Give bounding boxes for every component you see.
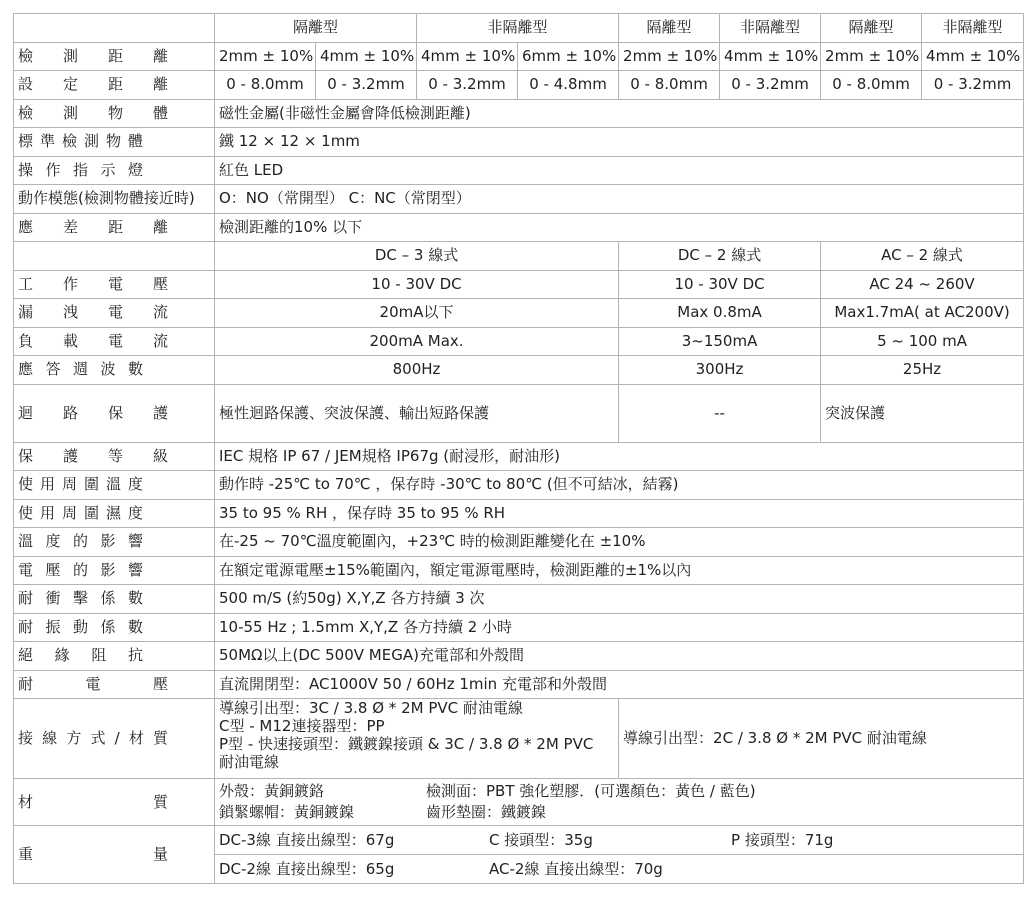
label-char: 物 bbox=[107, 103, 123, 122]
label-char: 度 bbox=[45, 532, 61, 551]
value-cell: 10-55 Hz ; 1.5mm X,Y,Z 各方持續 2 小時 bbox=[215, 613, 1024, 642]
row-label bbox=[14, 826, 215, 884]
label-char: 壓 bbox=[152, 274, 168, 293]
row-standard-object bbox=[14, 128, 1024, 157]
label-char: 電 bbox=[85, 674, 101, 693]
label-char: 質 bbox=[152, 729, 168, 747]
label-char: 檢 bbox=[18, 46, 34, 65]
value-cell: 2mm ± 10% bbox=[215, 42, 316, 71]
label-char: 衝 bbox=[45, 589, 61, 608]
weight-line-2 bbox=[215, 855, 1023, 883]
label-char: 耐 bbox=[18, 589, 34, 608]
label-char: 準 bbox=[39, 132, 55, 151]
row-label bbox=[14, 270, 215, 299]
label-char: 流 bbox=[152, 303, 168, 322]
label-text bbox=[18, 533, 143, 550]
label-char: 振 bbox=[45, 617, 61, 636]
value-cell: 50MΩ以上(DC 500V MEGA)充電部和外殼間 bbox=[215, 642, 1024, 671]
spec-table bbox=[13, 13, 1024, 884]
row-protection-grade bbox=[14, 442, 1024, 471]
label-char: 護 bbox=[152, 403, 168, 422]
label-char: 響 bbox=[127, 560, 143, 579]
label-char: 操 bbox=[18, 160, 34, 179]
label-char: 級 bbox=[152, 446, 168, 465]
label-char: 質 bbox=[152, 792, 168, 811]
value-cell: 6mm ± 10% bbox=[518, 42, 619, 71]
value-cell: AC 24 ~ 260V bbox=[821, 270, 1024, 299]
row-leakage bbox=[14, 299, 1024, 328]
label-char: 阻 bbox=[91, 646, 107, 665]
label-char: 抗 bbox=[127, 646, 143, 665]
value-cell: 200mA Max. bbox=[215, 327, 619, 356]
connection-right-cell: 導線引出型：2C / 3.8 Ø * 2M PVC 耐油電線 bbox=[619, 699, 1024, 779]
label-char: 檢 bbox=[18, 103, 34, 122]
label-char: 週 bbox=[72, 360, 88, 379]
label-char: 作 bbox=[45, 160, 61, 179]
header-isolated-2: 隔離型 bbox=[619, 14, 720, 43]
value-cell: 0 - 4.8mm bbox=[518, 71, 619, 100]
label-char: 電 bbox=[18, 560, 34, 579]
row-detect-object bbox=[14, 99, 1024, 128]
label-text bbox=[18, 405, 168, 422]
label-text bbox=[18, 647, 143, 664]
value-cell: 紅色 LED bbox=[215, 156, 1024, 185]
label-char: 負 bbox=[18, 331, 34, 350]
label-char: 材 bbox=[18, 792, 34, 811]
label-char: 應 bbox=[18, 217, 34, 236]
weight-item: DC-3線 直接出線型：67g bbox=[219, 831, 395, 849]
label-char: 溫 bbox=[105, 475, 121, 494]
value-cell: 500 m/S (約50g) X,Y,Z 各方持續 3 次 bbox=[215, 585, 1024, 614]
connection-line: P型 - 快速接頭型：鐵鍍鎳接頭 & 3C / 3.8 Ø * 2M PVC bbox=[219, 735, 594, 753]
label-text bbox=[18, 505, 143, 522]
row-label bbox=[14, 356, 215, 385]
material-item: 齒形墊圈：鐵鍍鎳 bbox=[426, 803, 547, 821]
row-label bbox=[14, 670, 215, 699]
connection-left-cell bbox=[215, 699, 619, 779]
value-cell: 25Hz bbox=[821, 356, 1024, 385]
value-cell: O：NO（常開型） C：NC（常閉型） bbox=[215, 185, 1024, 214]
row-label bbox=[14, 528, 215, 557]
label-char: 數 bbox=[127, 617, 143, 636]
weight-cell bbox=[215, 826, 1024, 884]
label-char: 燈 bbox=[127, 160, 143, 179]
row-label bbox=[14, 299, 215, 328]
wiring-dc2: DC – 2 線式 bbox=[619, 242, 821, 271]
label-char: 物 bbox=[105, 132, 121, 151]
row-label-empty bbox=[14, 242, 215, 271]
value-cell: 4mm ± 10% bbox=[720, 42, 821, 71]
value-cell: 35 to 95 % RH ，保存時 35 to 95 % RH bbox=[215, 499, 1024, 528]
row-ambient-temp bbox=[14, 471, 1024, 500]
row-label bbox=[14, 699, 215, 779]
header-isolated-1: 隔離型 bbox=[215, 14, 417, 43]
label-char: 的 bbox=[72, 560, 88, 579]
row-label bbox=[14, 99, 215, 128]
label-char: 影 bbox=[100, 560, 116, 579]
label-text bbox=[18, 333, 168, 350]
value-cell: Max 0.8mA bbox=[619, 299, 821, 328]
row-label bbox=[14, 442, 215, 471]
value-cell: 2mm ± 10% bbox=[821, 42, 922, 71]
label-char: 標 bbox=[18, 132, 34, 151]
row-label bbox=[14, 42, 215, 71]
label-char: 示 bbox=[100, 160, 116, 179]
label-char: 定 bbox=[62, 75, 78, 94]
row-vibration bbox=[14, 613, 1024, 642]
row-circuit-protection bbox=[14, 384, 1024, 442]
value-cell: 0 - 3.2mm bbox=[316, 71, 417, 100]
label-text bbox=[18, 476, 143, 493]
value-cell: 300Hz bbox=[619, 356, 821, 385]
label-char: 迴 bbox=[18, 403, 34, 422]
weight-item: C 接頭型：35g bbox=[489, 831, 593, 849]
label-char: 數 bbox=[127, 360, 143, 379]
label-char: 波 bbox=[100, 360, 116, 379]
row-voltage bbox=[14, 270, 1024, 299]
label-char: 圍 bbox=[83, 475, 99, 494]
label-char: 擊 bbox=[72, 589, 88, 608]
row-label bbox=[14, 585, 215, 614]
row-label bbox=[14, 471, 215, 500]
row-label bbox=[14, 213, 215, 242]
value-cell: 4mm ± 10% bbox=[922, 42, 1024, 71]
value-cell: 2mm ± 10% bbox=[619, 42, 720, 71]
label-char: 絕 bbox=[18, 646, 34, 665]
row-wiring-types bbox=[14, 242, 1024, 271]
row-ambient-humidity bbox=[14, 499, 1024, 528]
label-char: 作 bbox=[62, 274, 78, 293]
label-char: 耐 bbox=[18, 674, 34, 693]
value-cell: 0 - 3.2mm bbox=[922, 71, 1024, 100]
label-char: 壓 bbox=[152, 674, 168, 693]
label-char: 係 bbox=[100, 617, 116, 636]
label-char: 檢 bbox=[61, 132, 77, 151]
label-char: 工 bbox=[18, 274, 34, 293]
label-char: 測 bbox=[62, 103, 78, 122]
label-text bbox=[18, 730, 168, 747]
value-cell: 0 - 3.2mm bbox=[720, 71, 821, 100]
row-shock bbox=[14, 585, 1024, 614]
label-char: 耐 bbox=[18, 617, 34, 636]
label-char: 載 bbox=[62, 331, 78, 350]
header-non-isolated-2: 非隔離型 bbox=[720, 14, 821, 43]
label-char: 距 bbox=[107, 75, 123, 94]
label-text bbox=[18, 76, 168, 93]
label-char: 電 bbox=[107, 331, 123, 350]
header-row bbox=[14, 14, 1024, 43]
label-text bbox=[18, 162, 143, 179]
label-text bbox=[18, 219, 168, 236]
label-char: 體 bbox=[127, 132, 143, 151]
label-char: 保 bbox=[107, 403, 123, 422]
label-char: 影 bbox=[100, 532, 116, 551]
label-text bbox=[18, 361, 143, 378]
label-char: 動 bbox=[72, 617, 88, 636]
label-char: 設 bbox=[18, 75, 34, 94]
label-char: 用 bbox=[39, 475, 55, 494]
row-withstand-voltage bbox=[14, 670, 1024, 699]
value-cell: -- bbox=[619, 384, 821, 442]
row-label bbox=[14, 642, 215, 671]
row-label bbox=[14, 384, 215, 442]
label-char: 緣 bbox=[54, 646, 70, 665]
label-char: 距 bbox=[107, 217, 123, 236]
label-text bbox=[18, 846, 168, 863]
label-char: 離 bbox=[152, 75, 168, 94]
label-char: 圍 bbox=[83, 503, 99, 522]
header-isolated-3: 隔離型 bbox=[821, 14, 922, 43]
value-cell: 動作時 -25℃ to 70℃ ，保存時 -30℃ to 80℃ (但不可結冰，結霧) bbox=[215, 471, 1024, 500]
label-char: 測 bbox=[62, 46, 78, 65]
label-char: 應 bbox=[18, 360, 34, 379]
row-voltage-effect bbox=[14, 556, 1024, 585]
value-cell: 0 - 8.0mm bbox=[821, 71, 922, 100]
label-char: 響 bbox=[127, 532, 143, 551]
label-char: 濕 bbox=[105, 503, 121, 522]
header-non-isolated-1: 非隔離型 bbox=[417, 14, 619, 43]
label-char: 度 bbox=[127, 475, 143, 494]
value-cell: 3~150mA bbox=[619, 327, 821, 356]
row-label bbox=[14, 556, 215, 585]
label-char: 差 bbox=[62, 217, 78, 236]
row-detect-distance bbox=[14, 42, 1024, 71]
header-corner bbox=[14, 14, 215, 43]
material-item: 外殼：黃銅鍍鉻 bbox=[219, 782, 325, 800]
row-frequency bbox=[14, 356, 1024, 385]
weight-item: DC-2線 直接出線型：65g bbox=[219, 860, 395, 878]
row-load-current bbox=[14, 327, 1024, 356]
label-text bbox=[18, 448, 168, 465]
wiring-ac2: AC – 2 線式 bbox=[821, 242, 1024, 271]
label-char: 測 bbox=[83, 132, 99, 151]
connection-line: C型 - M12連接器型：PP bbox=[219, 717, 385, 735]
label-char: 材 bbox=[128, 729, 144, 747]
value-cell: 檢測距離的10% 以下 bbox=[215, 213, 1024, 242]
label-text bbox=[18, 48, 168, 65]
label-text bbox=[18, 562, 143, 579]
material-grid bbox=[219, 781, 1019, 823]
value-cell: 磁性金屬(非磁性金屬會降低檢測距離) bbox=[215, 99, 1024, 128]
label-text bbox=[18, 276, 168, 293]
label-char: 洩 bbox=[62, 303, 78, 322]
row-material bbox=[14, 779, 1024, 826]
label-text bbox=[18, 105, 168, 122]
value-cell: 極性迴路保護、突波保護、輸出短路保護 bbox=[215, 384, 619, 442]
label-text bbox=[18, 619, 143, 636]
row-weight bbox=[14, 826, 1024, 884]
label-char: / bbox=[114, 729, 120, 747]
row-operation-mode bbox=[14, 185, 1024, 214]
material-cell bbox=[215, 779, 1024, 826]
value-cell: 直流開閉型：AC1000V 50 / 60Hz 1min 充電部和外殼間 bbox=[215, 670, 1024, 699]
label-char: 溫 bbox=[18, 532, 34, 551]
label-char: 電 bbox=[107, 303, 123, 322]
label-char: 重 bbox=[18, 845, 34, 863]
label-char: 答 bbox=[45, 360, 61, 379]
wiring-dc3: DC – 3 線式 bbox=[215, 242, 619, 271]
label-text bbox=[18, 676, 168, 693]
value-cell: 0 - 8.0mm bbox=[215, 71, 316, 100]
value-cell: 鐵 12 × 12 × 1mm bbox=[215, 128, 1024, 157]
material-item: 鎖緊螺帽：黃銅鍍鎳 bbox=[219, 803, 355, 821]
label-char: 接 bbox=[18, 729, 34, 747]
row-label bbox=[14, 779, 215, 826]
label-char: 周 bbox=[61, 475, 77, 494]
label-char: 壓 bbox=[45, 560, 61, 579]
row-set-distance bbox=[14, 71, 1024, 100]
label-char: 的 bbox=[72, 532, 88, 551]
label-char: 線 bbox=[42, 729, 58, 747]
row-indicator bbox=[14, 156, 1024, 185]
value-cell: 800Hz bbox=[215, 356, 619, 385]
label-char: 使 bbox=[18, 503, 34, 522]
label-char: 流 bbox=[152, 331, 168, 350]
weight-item: AC-2線 直接出線型：70g bbox=[489, 860, 663, 878]
connection-line: 導線引出型：3C / 3.8 Ø * 2M PVC 耐油電線 bbox=[219, 699, 523, 717]
label-text bbox=[18, 590, 143, 607]
value-cell: 0 - 3.2mm bbox=[417, 71, 518, 100]
weight-item: P 接頭型：71g bbox=[731, 831, 834, 849]
label-char: 漏 bbox=[18, 303, 34, 322]
label-char: 使 bbox=[18, 475, 34, 494]
label-char: 離 bbox=[152, 46, 168, 65]
label-char: 電 bbox=[107, 274, 123, 293]
value-cell: 突波保護 bbox=[821, 384, 1024, 442]
label-text bbox=[18, 794, 168, 811]
row-label bbox=[14, 613, 215, 642]
value-cell: 10 - 30V DC bbox=[619, 270, 821, 299]
label-char: 方 bbox=[66, 729, 82, 747]
value-cell: 4mm ± 10% bbox=[316, 42, 417, 71]
header-non-isolated-3: 非隔離型 bbox=[922, 14, 1024, 43]
label-char: 用 bbox=[39, 503, 55, 522]
row-hysteresis bbox=[14, 213, 1024, 242]
label-char: 體 bbox=[152, 103, 168, 122]
row-connection bbox=[14, 699, 1024, 779]
value-cell: 4mm ± 10% bbox=[417, 42, 518, 71]
label-char: 量 bbox=[152, 845, 168, 863]
row-label bbox=[14, 327, 215, 356]
material-item: 檢測面：PBT 強化塑膠．(可選顏色：黃色 / 藍色) bbox=[426, 782, 756, 800]
value-cell: 10 - 30V DC bbox=[215, 270, 619, 299]
connection-line: 耐油電線 bbox=[219, 753, 280, 771]
value-cell: 在-25 ~ 70℃溫度範圍內，+23℃ 時的檢測距離變化在 ±10% bbox=[215, 528, 1024, 557]
label-char: 周 bbox=[61, 503, 77, 522]
row-label bbox=[14, 156, 215, 185]
label-char: 係 bbox=[100, 589, 116, 608]
row-temp-effect bbox=[14, 528, 1024, 557]
label-char: 數 bbox=[127, 589, 143, 608]
label-char: 式 bbox=[90, 729, 106, 747]
value-cell: 在額定電源電壓±15%範圍內，額定電源電壓時，檢測距離的±1%以內 bbox=[215, 556, 1024, 585]
label-char: 離 bbox=[152, 217, 168, 236]
row-label: 動作模態(檢測物體接近時) bbox=[14, 185, 215, 214]
value-cell: 0 - 8.0mm bbox=[619, 71, 720, 100]
value-cell: IEC 規格 IP 67 / JEM規格 IP67g (耐浸形，耐油形) bbox=[215, 442, 1024, 471]
value-cell: 20mA以下 bbox=[215, 299, 619, 328]
label-char: 指 bbox=[72, 160, 88, 179]
label-char: 度 bbox=[127, 503, 143, 522]
weight-line-1 bbox=[215, 826, 1023, 855]
row-insulation bbox=[14, 642, 1024, 671]
label-char: 保 bbox=[18, 446, 34, 465]
value-cell: Max1.7mA( at AC200V) bbox=[821, 299, 1024, 328]
row-label bbox=[14, 71, 215, 100]
label-text bbox=[18, 133, 143, 150]
label-text bbox=[18, 304, 168, 321]
row-label bbox=[14, 499, 215, 528]
label-char: 路 bbox=[62, 403, 78, 422]
label-char: 等 bbox=[107, 446, 123, 465]
row-label bbox=[14, 128, 215, 157]
value-cell: 5 ~ 100 mA bbox=[821, 327, 1024, 356]
label-char: 護 bbox=[62, 446, 78, 465]
label-char: 距 bbox=[107, 46, 123, 65]
